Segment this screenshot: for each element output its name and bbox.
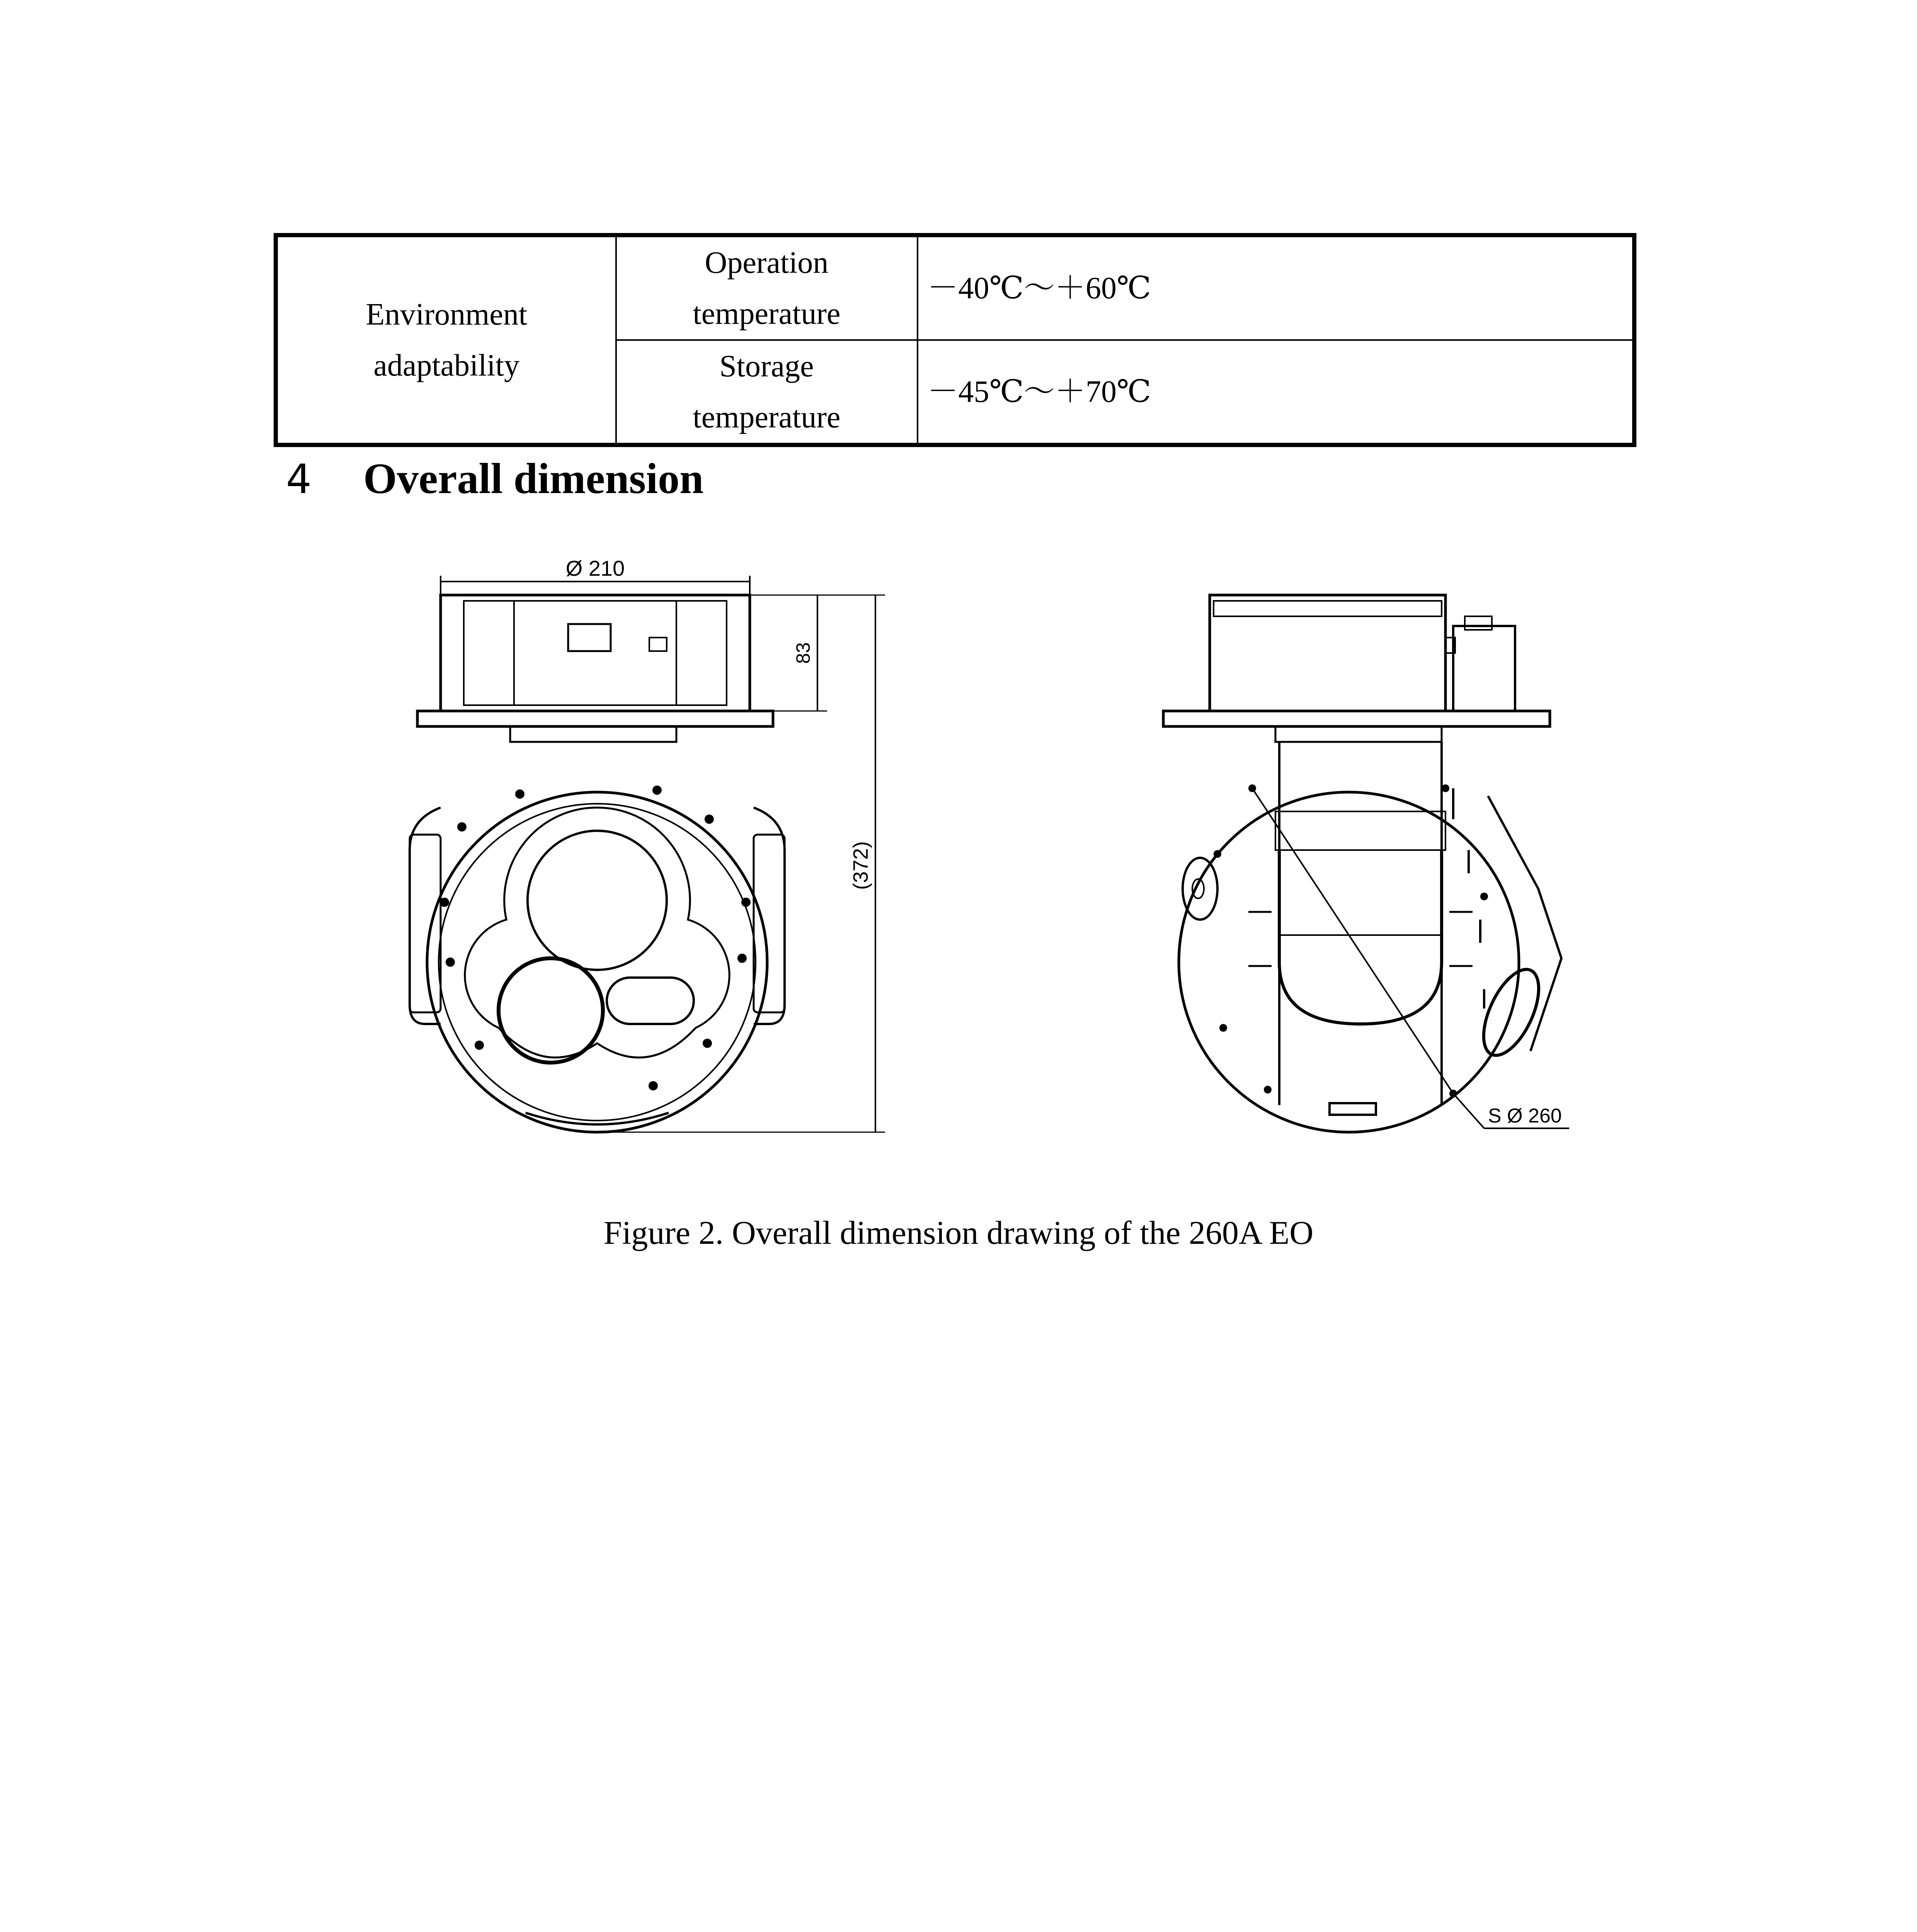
section-title: Overall dimension [363,455,704,503]
figure-caption: Figure 2. Overall dimension drawing of the 260A EO [603,1214,1314,1251]
row-value: －40℃～＋60℃ [918,235,1634,340]
dim-total-height-label: (372) [849,841,872,890]
section-number: 4 [286,456,312,503]
row-value: －45℃～＋70℃ [918,340,1634,445]
group-label: Environment adaptability [366,298,528,383]
dim-sphere-label: S Ø 260 [1488,1105,1562,1127]
row-label: Operation temperature [693,246,841,331]
dim-diameter-label: Ø 210 [565,556,625,580]
row-label: Storage temperature [693,349,841,434]
side-view [1163,595,1569,1132]
dim-base-height-label: 83 [792,642,814,664]
